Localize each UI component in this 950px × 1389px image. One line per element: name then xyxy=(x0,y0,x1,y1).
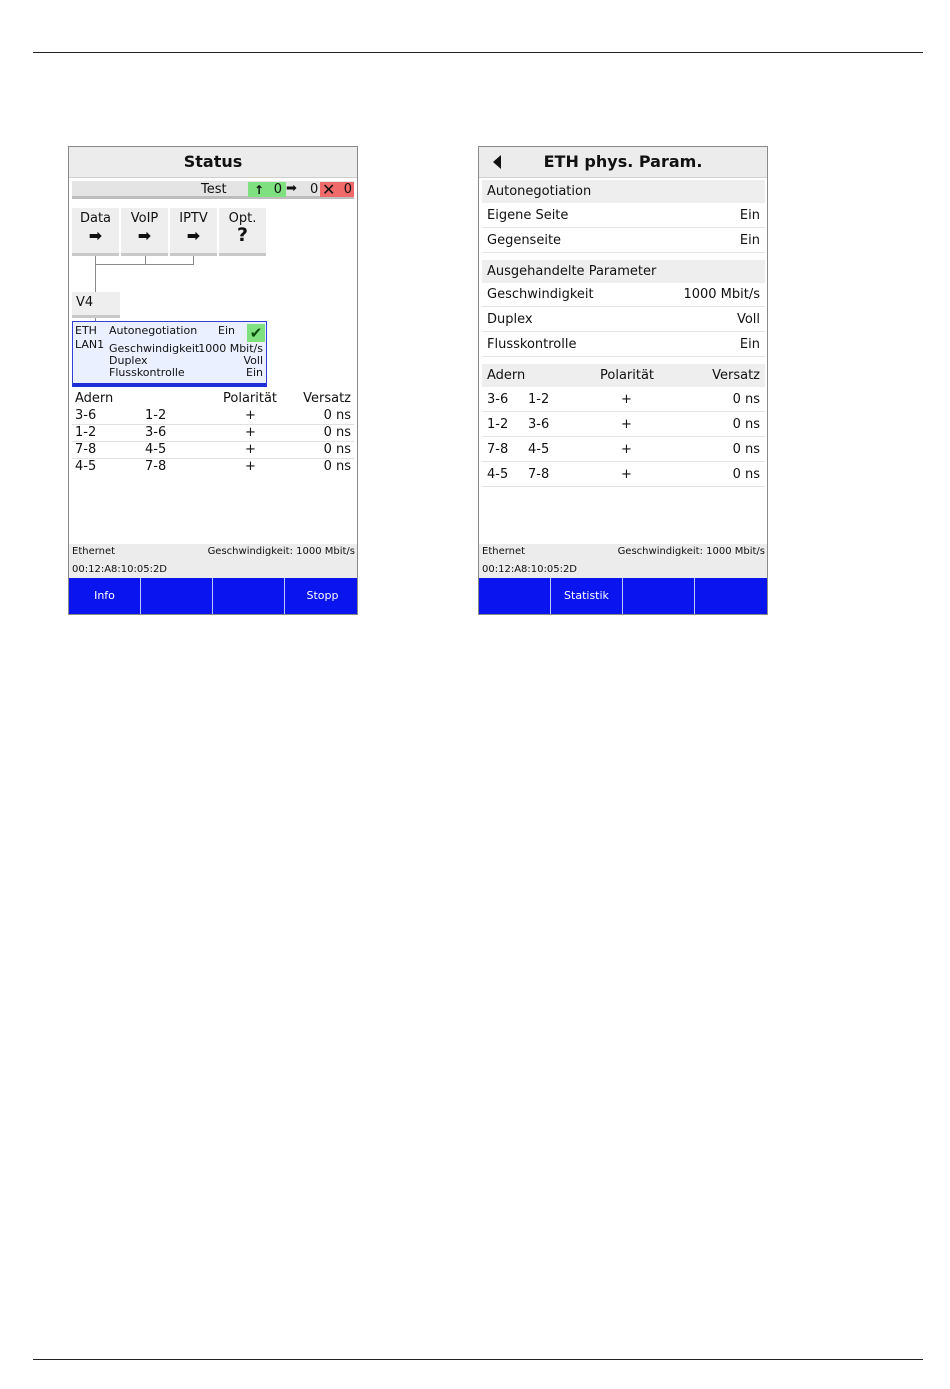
status-bar xyxy=(479,544,767,579)
param-row-duplex xyxy=(482,308,765,332)
flow-control-value: Ein xyxy=(246,366,263,379)
offset: 0 ns xyxy=(732,467,760,482)
offset-header: Versatz xyxy=(303,391,351,406)
checkmark-icon: ✔ xyxy=(247,324,265,342)
polarity: + xyxy=(245,459,256,474)
stop-button[interactable]: Stopp xyxy=(306,589,339,602)
softkey-bar xyxy=(479,578,767,614)
port-id: LAN1 xyxy=(75,338,105,351)
speed-value: 1000 Mbit/s xyxy=(198,342,263,355)
pairs-header xyxy=(482,364,765,387)
pair-b: 4-5 xyxy=(528,442,550,457)
test-summary-bar[interactable] xyxy=(72,181,354,199)
param-value: Voll xyxy=(736,312,760,327)
pair-a: 7-8 xyxy=(75,442,97,457)
tree-line xyxy=(193,256,194,264)
port-name: ETH xyxy=(75,324,97,337)
polarity: + xyxy=(621,442,632,457)
duplex-value: Voll xyxy=(243,354,263,367)
offset: 0 ns xyxy=(732,417,760,432)
service-tile-voip[interactable] xyxy=(121,208,168,256)
pair-b: 4-5 xyxy=(145,442,167,457)
test-label: Test xyxy=(201,182,227,197)
param-value: Ein xyxy=(739,233,760,248)
table-row xyxy=(72,442,354,459)
softkey-3[interactable] xyxy=(623,578,695,614)
offset: 0 ns xyxy=(732,392,760,407)
polarity: + xyxy=(245,425,256,440)
softkey-bar xyxy=(69,578,357,614)
duplex-label: Duplex xyxy=(109,354,148,367)
service-tile-iptv[interactable] xyxy=(170,208,217,256)
param-row-remote-side xyxy=(482,229,765,253)
param-value: Ein xyxy=(739,208,760,223)
adern-header: Adern xyxy=(75,391,114,406)
param-row-own-side xyxy=(482,204,765,228)
info-button[interactable]: Info xyxy=(69,578,141,614)
param-value: 1000 Mbit/s xyxy=(683,287,760,302)
mac-address: 00:12:A8:10:05:2D xyxy=(72,564,168,575)
pair-a: 1-2 xyxy=(487,417,509,432)
tree-line xyxy=(95,256,96,292)
arrow-right-icon: ➡ xyxy=(137,226,152,245)
speed-label: Geschwindigkeit xyxy=(109,342,200,355)
pair-a: 7-8 xyxy=(487,442,509,457)
footer-rule xyxy=(33,1359,923,1360)
table-row xyxy=(482,413,765,437)
offset: 0 ns xyxy=(323,408,351,423)
eth-port-panel[interactable] xyxy=(72,321,267,387)
service-label: IPTV xyxy=(179,211,208,226)
polarity-header: Polarität xyxy=(223,391,278,406)
pair-a: 4-5 xyxy=(487,467,509,482)
interface-name: Ethernet xyxy=(482,546,526,557)
statistics-button[interactable]: Statistik xyxy=(551,578,623,614)
service-label: VoIP xyxy=(130,211,159,226)
interface-name: Ethernet xyxy=(72,546,116,557)
param-value: Ein xyxy=(739,337,760,352)
softkey-1[interactable] xyxy=(479,578,551,614)
passed-count: 0 xyxy=(273,182,282,197)
section-autonegotiation: Autonegotiation xyxy=(482,180,765,203)
running-count: 0 xyxy=(310,182,319,197)
service-label: Data xyxy=(79,211,112,226)
pair-b: 3-6 xyxy=(528,417,550,432)
status-screen xyxy=(68,146,358,615)
title-bar xyxy=(479,147,767,178)
arrow-right-icon: ➡ xyxy=(286,181,297,196)
service-tile-data[interactable] xyxy=(72,208,119,256)
softkey-2[interactable] xyxy=(141,578,213,614)
speed-readout: Geschwindigkeit: 1000 Mbit/s xyxy=(617,546,765,557)
param-row-speed xyxy=(482,283,765,307)
polarity: + xyxy=(245,408,256,423)
param-row-flow-control xyxy=(482,333,765,357)
offset: 0 ns xyxy=(732,442,760,457)
pair-b: 7-8 xyxy=(528,467,550,482)
pair-a: 1-2 xyxy=(75,425,97,440)
table-row xyxy=(72,408,354,425)
tree-line xyxy=(145,256,146,264)
arrow-up-icon: ↑ xyxy=(254,183,265,197)
polarity: + xyxy=(621,417,632,432)
failed-badge xyxy=(320,182,354,197)
service-tile-opt[interactable] xyxy=(219,208,266,256)
header-rule xyxy=(33,52,923,53)
autoneg-value: Ein xyxy=(218,324,235,337)
status-bar xyxy=(69,544,357,579)
table-row xyxy=(72,425,354,442)
param-label: Geschwindigkeit xyxy=(487,287,594,302)
param-label: Gegenseite xyxy=(487,233,562,248)
question-icon: ? xyxy=(236,224,249,246)
table-row xyxy=(482,388,765,412)
speed-readout: Geschwindigkeit: 1000 Mbit/s xyxy=(207,546,355,557)
polarity: + xyxy=(621,392,632,407)
pair-b: 1-2 xyxy=(528,392,550,407)
param-label: Duplex xyxy=(487,312,533,327)
arrow-right-icon: ➡ xyxy=(186,226,201,245)
table-row xyxy=(482,463,765,487)
pair-a: 4-5 xyxy=(75,459,97,474)
pairs-header xyxy=(72,391,354,408)
param-label: Flusskontrolle xyxy=(487,337,577,352)
pair-b: 7-8 xyxy=(145,459,167,474)
polarity: + xyxy=(621,467,632,482)
back-arrow-icon[interactable] xyxy=(493,155,501,169)
cross-icon: ✕ xyxy=(322,180,336,199)
offset: 0 ns xyxy=(323,459,351,474)
page-title: Status xyxy=(69,147,357,178)
page-title: ETH phys. Param. xyxy=(543,152,703,171)
pair-b: 1-2 xyxy=(145,408,167,423)
table-row xyxy=(482,438,765,462)
autoneg-label: Autonegotiation xyxy=(109,324,198,337)
mac-address: 00:12:A8:10:05:2D xyxy=(482,564,578,575)
softkey-4[interactable] xyxy=(696,578,768,614)
tree-line xyxy=(95,264,194,265)
passed-badge xyxy=(248,182,286,197)
offset: 0 ns xyxy=(323,442,351,457)
eth-param-screen xyxy=(478,146,768,615)
softkey-3[interactable] xyxy=(213,578,285,614)
section-negotiated: Ausgehandelte Parameter xyxy=(482,260,765,283)
pair-a: 3-6 xyxy=(75,408,97,423)
adern-header: Adern xyxy=(487,368,526,383)
polarity: + xyxy=(245,442,256,457)
ip-version-tile[interactable]: V4 xyxy=(72,292,120,318)
param-label: Eigene Seite xyxy=(487,208,569,223)
table-row xyxy=(72,459,354,476)
polarity-header: Polarität xyxy=(600,368,655,383)
arrow-right-icon: ➡ xyxy=(88,226,103,245)
offset: 0 ns xyxy=(323,425,351,440)
offset-header: Versatz xyxy=(712,368,760,383)
service-label: Opt. xyxy=(228,211,257,226)
flow-control-label: Flusskontrolle xyxy=(109,366,185,379)
pair-b: 3-6 xyxy=(145,425,167,440)
pair-a: 3-6 xyxy=(487,392,509,407)
failed-count: 0 xyxy=(343,182,352,197)
